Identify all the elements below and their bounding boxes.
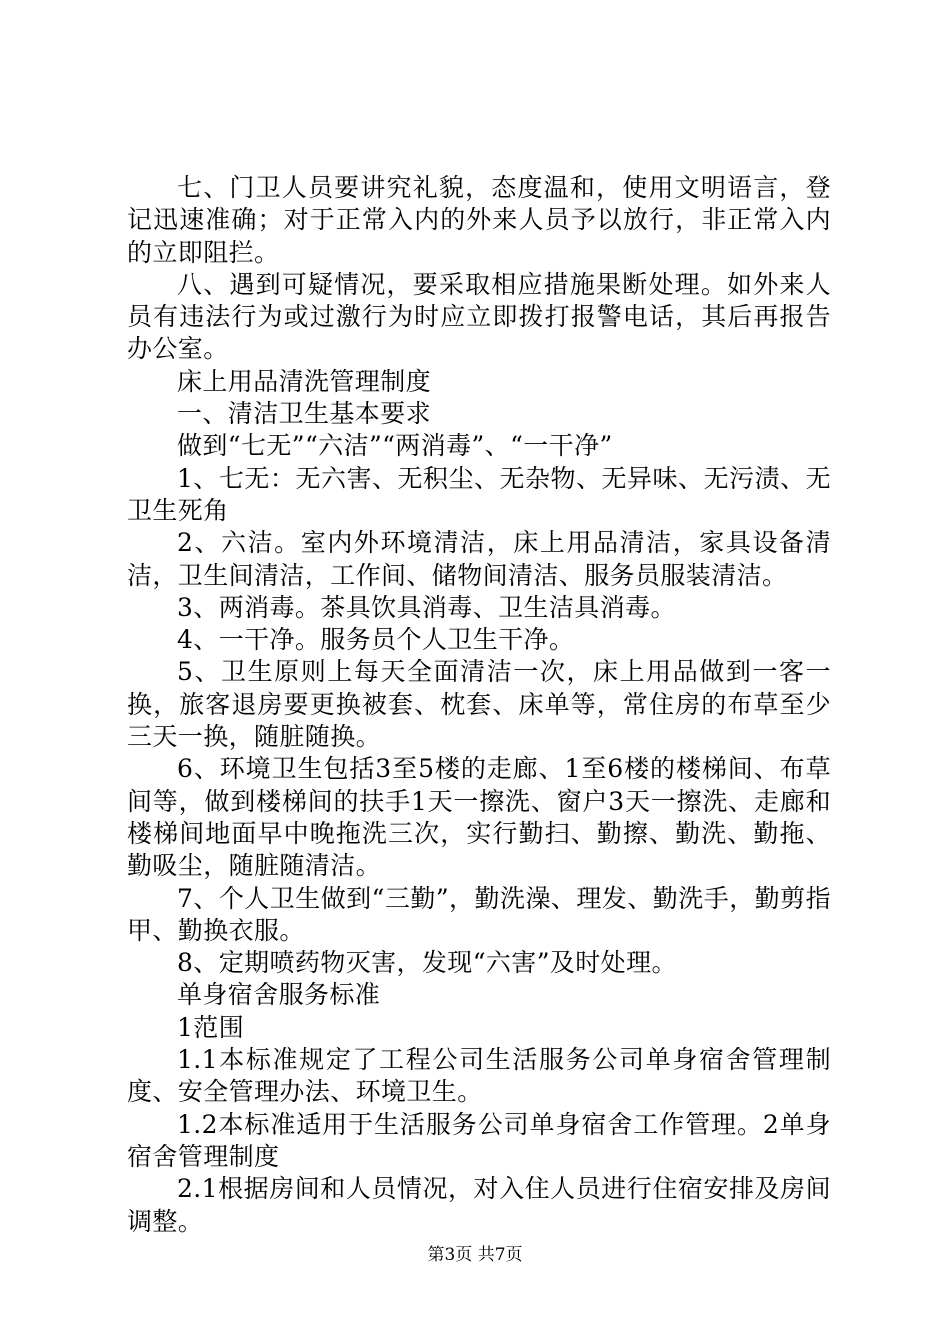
document-body <box>127 172 831 1238</box>
paragraph: 七、门卫人员要讲究礼貌，态度温和，使用文明语言，登记迅速准确；对于正常入内的外来人员予以放行，非正常入内的立即阻拦。 <box>127 173 831 267</box>
paragraph: 八、遇到可疑情况，要采取相应措施果断处理。如外来人员有违法行为或过激行为时应立即拨打报警电话，其后再报告办公室。 <box>127 269 831 364</box>
list-item: 7、个人卫生做到“三勤”，勤洗澡、理发、勤洗手，勤剪指甲、勤换衣服。 <box>127 883 831 945</box>
clause: 1.1本标准规定了工程公司生活服务公司单身宿舍管理制度、安全管理办法、环境卫生。 <box>127 1045 831 1107</box>
section-heading: 单身宿舍服务标准 <box>177 980 381 1010</box>
paragraph: 做到“七无”“六洁”“两消毒”、“一干净” <box>177 431 613 461</box>
clause: 2.1根据房间和人员情况，对入住人员进行住宿安排及房间调整。 <box>127 1174 831 1236</box>
list-item: 8、定期喷药物灭害，发现“六害”及时处理。 <box>177 948 677 978</box>
list-item: 6、环境卫生包括3至5楼的走廊、1至6楼的楼梯间、布草间等，做到楼梯间的扶手1天一擦洗、窗户3天一擦洗、走廊和楼梯间地面早中晚拖洗三次，实行勤扫、勤擦、勤洗、勤拖、勤吸尘，随脏随清洁。 <box>127 754 831 881</box>
subsection-heading: 1范围 <box>177 1012 245 1042</box>
list-item: 5、卫生原则上每天全面清洁一次，床上用品做到一客一换，旅客退房要更换被套、枕套、床单等，常住房的布草至少三天一换，随脏随换。 <box>127 657 831 752</box>
list-item: 2、六洁。室内外环境清洁，床上用品清洁，家具设备清洁，卫生间清洁，工作间、储物间清洁、服务员服装清洁。 <box>127 528 831 590</box>
section-heading: 床上用品清洗管理制度 <box>177 366 432 396</box>
list-item: 4、一干净。服务员个人卫生干净。 <box>177 625 575 655</box>
list-item: 3、两消毒。茶具饮具消毒、卫生洁具消毒。 <box>177 592 676 622</box>
list-item: 1、七无：无六害、无积尘、无杂物、无异味、无污渍、无卫生死角 <box>127 463 831 525</box>
subsection-heading: 一、清洁卫生基本要求 <box>177 399 432 429</box>
clause: 1.2本标准适用于生活服务公司单身宿舍工作管理。2单身宿舍管理制度 <box>127 1109 831 1171</box>
page-footer: 第3页 共7页 <box>427 1245 523 1265</box>
